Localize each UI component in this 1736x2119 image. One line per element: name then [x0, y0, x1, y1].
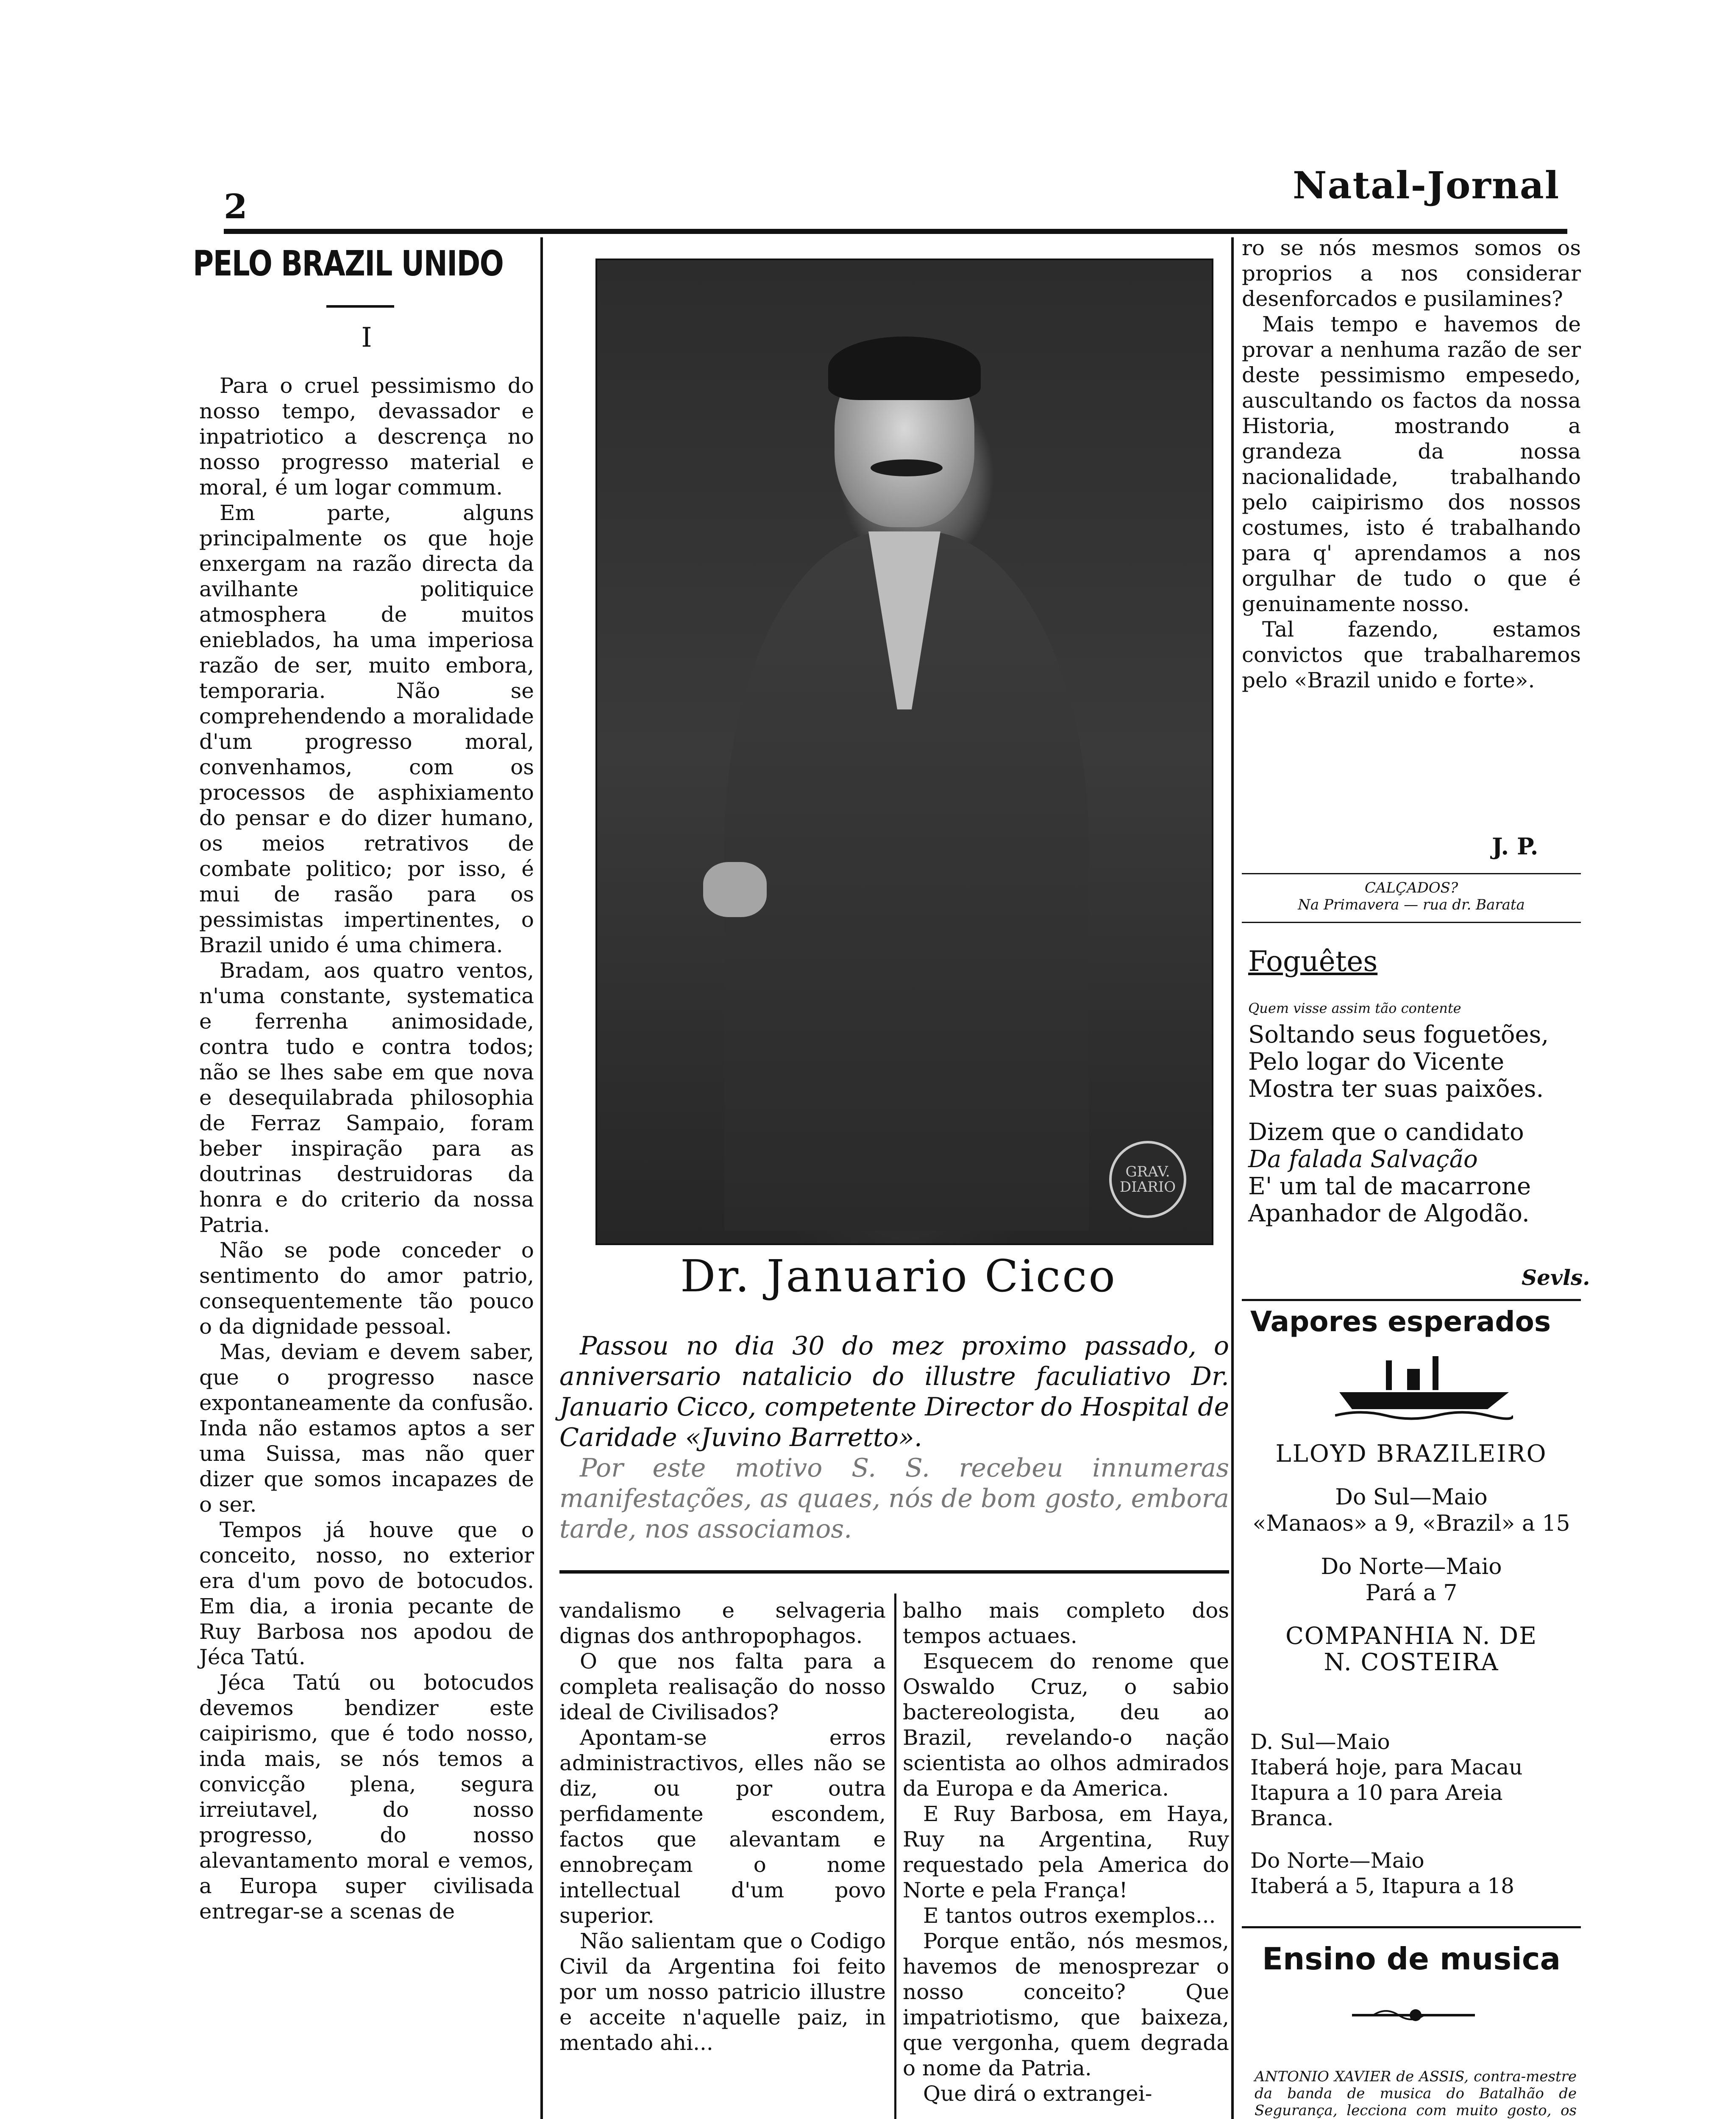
middle-column-a	[559, 1598, 886, 2055]
schedule-heading: D. Sul—Maio	[1250, 1730, 1390, 1754]
schedule-heading: Do Norte—Maio	[1250, 1848, 1424, 1873]
column-divider	[1231, 237, 1234, 2119]
verse-line: Da falada Salvação	[1248, 1146, 1478, 1173]
left-article-body	[199, 373, 534, 1924]
schedule-line: Itaberá a 5, Itapura a 18	[1250, 1874, 1514, 1898]
portrait-photo	[595, 259, 1213, 1245]
article-signature: J. P.	[1492, 833, 1538, 860]
paragraph: Jéca Tatú ou botocudos devemos bendizer este caipirismo, que é todo nosso, inda mais, se nós temos a convicção plena, segura irreiutavel, do nosso progresso, do nosso alevantamento moral e vemos, a Europa super civilisada entregar-se a scenas de	[199, 1670, 534, 1924]
photo-text-faded: Por este motivo S. S. recebeu innumeras manifestações, as quaes, nós de bom gosto, embora tarde, nos associamos.	[559, 1453, 1229, 1544]
verse-line: Soltando seus foguetões,	[1248, 1021, 1549, 1048]
ad-line: CALÇADOS?	[1364, 879, 1458, 896]
paragraph: Mas, deviam e devem saber, que o progresso nasce expontaneamente da confusão. Inda não estamos aptos a ser uma Suissa, mas não quer dizer que somos incapazes de o ser.	[199, 1340, 534, 1517]
photo-text-body: Passou no dia 30 do mez proximo passado, o anniversario natalicio do illustre faculiativo Dr. Januario Cicco, competente Director do Hospital de Caridade «Juvino Barretto».	[559, 1331, 1229, 1452]
divider	[1242, 1299, 1581, 1301]
paragraph: O que nos falta para a completa realisação do nosso ideal de Civilisados?	[559, 1649, 886, 1724]
paragraph: Apontam-se erros administractivos, elles não se diz, ou por outra perfidamente escondem, factos que alevantam e ennobreçam o nome intellectual d'um povo superior.	[559, 1725, 886, 1928]
header-rule	[224, 229, 1567, 234]
paragraph: E Ruy Barbosa, em Haya, Ruy na Argentina, Ruy requestado pela America do Norte e pela França!	[903, 1802, 1229, 1902]
paragraph: Em parte, alguns principalmente os que hoje enxergam na razão directa da avilhante politiquice atmosphera de muitos enieblados, ha uma imperiosa razão de ser, muito embora, temporaria. Não se comprehendendo a moralidade d'um progresso moral, convenhamos, com os processos de asphixiamento do pensar e do dizer humano, os meios retrativos de combate politico; por isso, é mui de rasão para os pessimistas impertinentes, o Brazil unido é uma chimera.	[199, 501, 534, 957]
decorative-flourish-icon	[1348, 2005, 1483, 2026]
lloyd-schedule	[1242, 1441, 1581, 1676]
right-article-body	[1242, 235, 1581, 693]
photo-caption: Dr. Januario Cicco	[680, 1250, 1117, 1302]
paragraph: Mais tempo e havemos de provar a nenhuma razão de ser deste pessimismo empesedo, auscultando os factos da nossa Historia, mostrando a grandeza da nossa nacionalidade, trabalhando pelo caipirismo dos nossos costumes, isto é trabalhando para q' aprendamos a nos orgulhar de tudo o que é genuinamente nosso.	[1242, 312, 1581, 616]
costeira-title: COMPANHIA N. DE	[1285, 1622, 1538, 1650]
page-number: 2	[224, 186, 248, 226]
divider	[1242, 922, 1581, 923]
schedule-line: Pará a 7	[1365, 1580, 1458, 1606]
portrait-moustache	[871, 459, 943, 476]
paragraph: Que dirá o extrangei-	[923, 2081, 1152, 2106]
schedule-heading: Do Sul—Maio	[1335, 1485, 1488, 1510]
paragraph: Para o cruel pessimismo do nosso tempo, devassador e inpatriotico a descrença no nosso progresso material e moral, é um logar commum.	[199, 373, 534, 500]
schedule-heading: Do Norte—Maio	[1321, 1554, 1502, 1580]
schedule-line: Itapura a 10 para Areia Branca.	[1250, 1780, 1503, 1830]
foguetes-stanza	[1248, 1021, 1549, 1103]
divider	[1242, 873, 1581, 874]
masthead: Natal-Jornal	[1293, 163, 1560, 207]
column-divider	[894, 1593, 896, 2119]
ad-shoes	[1242, 879, 1581, 913]
paragraph: Esquecem do renome que Oswaldo Cruz, o sabio bactereologista, deu ao Brazil, revelando-o nação scientista ao olhos admirados da Europa e da America.	[903, 1649, 1229, 1801]
paragraph: ro se nós mesmos somos os proprios a nos considerar desenforcados e pusilamines?	[1242, 236, 1581, 311]
section-numeral: I	[361, 322, 372, 353]
article-title: PELO BRAZIL UNIDO	[193, 244, 504, 284]
verse-line: E' um tal de macarrone	[1248, 1173, 1531, 1200]
paragraph: Tal fazendo, estamos convictos que trabalharemos pelo «Brazil unido e forte».	[1242, 617, 1581, 692]
verse-line: Pelo logar do Vicente	[1248, 1048, 1505, 1076]
steamship-icon	[1335, 1352, 1513, 1424]
portrait-hair	[828, 336, 981, 400]
verse-line: Apanhador de Algodão.	[1248, 1200, 1530, 1227]
middle-column-b	[903, 1598, 1229, 2106]
verse-line: Mostra ter suas paixões.	[1248, 1075, 1544, 1103]
title-rule	[326, 305, 394, 308]
lloyd-title: LLOYD BRAZILEIRO	[1275, 1440, 1547, 1468]
paragraph: Não salientam que o Codigo Civil da Argentina foi feito por um nosso patricio illustre e acceite n'aquelle paiz, in mentado ahi...	[559, 1929, 886, 2055]
costeira-title: N. COSTEIRA	[1324, 1649, 1499, 1676]
foguetes-stanza	[1248, 1119, 1531, 1227]
paragraph: balho mais completo dos tempos actuaes.	[903, 1598, 1229, 1648]
schedule-line: «Manaos» a 9, «Brazil» a 15	[1252, 1511, 1570, 1536]
paragraph: Tempos já houve que o conceito, nosso, no exterior era d'um povo de botocudos. Em dia, a ironia pecante de Ruy Barbosa nos apodou de Jéca Tatú.	[199, 1518, 534, 1669]
costeira-schedule	[1250, 1729, 1581, 1899]
portrait-hand	[703, 862, 767, 917]
ad-line: Na Primavera — rua dr. Barata	[1298, 896, 1525, 913]
foguetes-signature: Sevls.	[1522, 1265, 1590, 1290]
paragraph: vandalismo e selvageria dignas dos anthropophagos.	[559, 1598, 886, 1648]
photo-text	[559, 1331, 1229, 1544]
musica-text: ANTONIO XAVIER de ASSIS, contra-mestre da banda de musica do Batalhão de Segurança, lecciona com muito gosto, os	[1255, 2068, 1577, 2119]
paragraph: Bradam, aos quatro ventos, n'uma constante, systematica e ferrenha animosidade, contra tudo e contra todos; não se lhes sabe em que nova e desequilabrada philosophia de Ferraz Sampaio, foram beber inspiração para as doutrinas destruidoras da honra e do criterio da nossa Patria.	[199, 958, 534, 1237]
foguetes-epigraph: Quem visse assim tão contente	[1248, 1000, 1461, 1016]
photo-section-rule	[559, 1570, 1229, 1574]
paragraph: Porque então, nós mesmos, havemos de menosprezar o nosso conceito? Que impatriotismo, que baixeza, que vergonha, quem degrada o nome da Patria.	[903, 1929, 1229, 2080]
musica-title: Ensino de musica	[1262, 1941, 1561, 1977]
paragraph: E tantos outros exemplos...	[923, 1903, 1216, 1928]
foguetes-title: Foguêtes	[1248, 945, 1378, 978]
schedule-line: Itaberá hoje, para Macau	[1250, 1755, 1523, 1780]
divider	[1242, 1926, 1581, 1928]
engraver-stamp: GRAV. DIARIO	[1109, 1141, 1186, 1218]
paragraph: Não se pode conceder o sentimento do amor patrio, consequentemente tão pouco o da dignidade pessoal.	[199, 1238, 534, 1339]
column-divider	[540, 237, 543, 2119]
verse-line: Dizem que o candidato	[1248, 1118, 1524, 1146]
vapores-title: Vapores esperados	[1250, 1305, 1551, 1338]
